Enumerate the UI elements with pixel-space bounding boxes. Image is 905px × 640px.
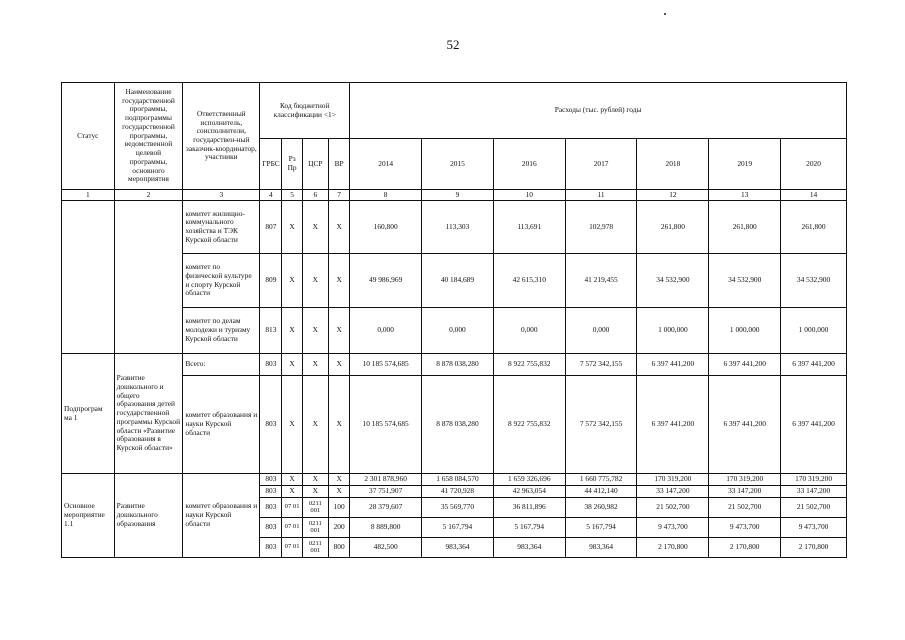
value-cell: 42 615,310 <box>493 254 565 308</box>
value-cell: 170 319,200 <box>781 474 847 486</box>
value-cell: 983,364 <box>565 538 637 558</box>
csr-cell: Х <box>302 254 328 308</box>
executor-cell: комитет жилищно-коммунального хозяйства и ТЭК Курской области <box>183 201 260 254</box>
value-cell: 482,500 <box>350 538 422 558</box>
value-cell: 21 502,700 <box>781 498 847 518</box>
value-cell: 10 185 574,685 <box>350 376 422 474</box>
vr-cell: Х <box>329 474 350 486</box>
header-year: 2017 <box>565 139 637 190</box>
value-cell: 33 147,200 <box>709 486 781 498</box>
col-number: 7 <box>329 190 350 201</box>
value-cell: 9 473,700 <box>781 518 847 538</box>
col-number: 3 <box>183 190 260 201</box>
value-cell: 1 659 326,696 <box>493 474 565 486</box>
table-row <box>62 201 847 254</box>
grbs-cell: 803 <box>260 518 282 538</box>
rzpr-cell: Х <box>282 376 302 474</box>
value-cell: 2 170,800 <box>637 538 709 558</box>
csr-cell: 0211 001 <box>302 518 328 538</box>
rzpr-cell: 07 01 <box>282 538 302 558</box>
value-cell: 8 878 038,280 <box>422 376 494 474</box>
value-cell: 8 878 038,280 <box>422 354 494 376</box>
value-cell: 6 397 441,200 <box>781 354 847 376</box>
vr-cell: 200 <box>329 518 350 538</box>
csr-cell: Х <box>302 486 328 498</box>
col-number: 11 <box>565 190 637 201</box>
csr-cell: Х <box>302 474 328 486</box>
value-cell: 9 473,700 <box>709 518 781 538</box>
value-cell: 35 569,770 <box>422 498 494 518</box>
value-cell: 113,691 <box>493 201 565 254</box>
vr-cell: Х <box>329 201 350 254</box>
value-cell: 983,364 <box>493 538 565 558</box>
page-number: 52 <box>446 37 460 52</box>
subprogram-status: Подпрограм ма 1 <box>62 354 115 474</box>
value-cell: 9 473,700 <box>637 518 709 538</box>
budget-table <box>61 82 847 558</box>
value-cell: 261,800 <box>709 201 781 254</box>
col-number: 14 <box>781 190 847 201</box>
header-year: 2015 <box>422 139 494 190</box>
grbs-cell: 803 <box>260 486 282 498</box>
value-cell: 1 000,000 <box>637 308 709 354</box>
value-cell: 8 922 755,832 <box>493 354 565 376</box>
col-number: 10 <box>493 190 565 201</box>
value-cell: 7 572 342,155 <box>565 376 637 474</box>
value-cell: 42 963,054 <box>493 486 565 498</box>
value-cell: 160,800 <box>350 201 422 254</box>
value-cell: 2 170,800 <box>781 538 847 558</box>
vr-cell: Х <box>329 254 350 308</box>
value-cell: 34 532,900 <box>709 254 781 308</box>
vr-cell: Х <box>329 354 350 376</box>
value-cell: 0,000 <box>493 308 565 354</box>
value-cell: 0,000 <box>565 308 637 354</box>
rzpr-cell: 07 01 <box>282 518 302 538</box>
csr-cell: Х <box>302 201 328 254</box>
value-cell: 1 000,000 <box>709 308 781 354</box>
header-year: 2019 <box>709 139 781 190</box>
rzpr-cell: Х <box>282 201 302 254</box>
value-cell: 38 260,982 <box>565 498 637 518</box>
grbs-cell: 803 <box>260 498 282 518</box>
value-cell: 5 167,794 <box>493 518 565 538</box>
value-cell: 0,000 <box>422 308 494 354</box>
column-number-row <box>62 190 847 201</box>
value-cell: 41 219,455 <box>565 254 637 308</box>
measure-executor: комитет образования и науки Курской области <box>183 474 260 558</box>
value-cell: 21 502,700 <box>637 498 709 518</box>
grbs-cell: 807 <box>260 201 282 254</box>
rzpr-cell: Х <box>282 486 302 498</box>
value-cell: 170 319,200 <box>637 474 709 486</box>
value-cell: 1 660 775,782 <box>565 474 637 486</box>
value-cell: 10 185 574,685 <box>350 354 422 376</box>
col-number: 8 <box>350 190 422 201</box>
header-code-vr: ВР <box>329 139 350 190</box>
value-cell: 170 319,200 <box>709 474 781 486</box>
rzpr-cell: Х <box>282 308 302 354</box>
value-cell: 34 532,900 <box>781 254 847 308</box>
table-row <box>62 474 847 486</box>
header-year: 2020 <box>781 139 847 190</box>
csr-cell: Х <box>302 308 328 354</box>
rzpr-cell: Х <box>282 474 302 486</box>
col-number: 4 <box>260 190 282 201</box>
value-cell: 41 720,928 <box>422 486 494 498</box>
scan-dot <box>664 13 666 15</box>
header-name: Наименование государственной программы, подпрограммы государственной программы, ведомственной целевой программы, основного мероприятия <box>114 83 183 190</box>
value-cell: 2 170,800 <box>709 538 781 558</box>
value-cell: 6 397 441,200 <box>709 376 781 474</box>
header-budget-code: Код бюджетной классификации <1> <box>260 83 350 139</box>
header-code-grbs: ГРБС <box>260 139 282 190</box>
vr-cell: 800 <box>329 538 350 558</box>
header-year: 2018 <box>637 139 709 190</box>
header-expenses: Расходы (тыс. рублей) годы <box>350 83 847 139</box>
header-code-csr: ЦСР <box>302 139 328 190</box>
grbs-cell: 803 <box>260 538 282 558</box>
subprogram-name: Развитие дошкольного и общего образования детей государственной программы Курской области «Развитие образования в Курской области» <box>114 354 183 474</box>
executor-cell: Всего: <box>183 354 260 376</box>
value-cell: 34 532,900 <box>637 254 709 308</box>
col-number: 1 <box>62 190 115 201</box>
col-number: 6 <box>302 190 328 201</box>
vr-cell: Х <box>329 308 350 354</box>
header-year: 2014 <box>350 139 422 190</box>
rzpr-cell: Х <box>282 354 302 376</box>
rzpr-cell: 07 01 <box>282 498 302 518</box>
col-number: 2 <box>114 190 183 201</box>
value-cell: 28 379,607 <box>350 498 422 518</box>
value-cell: 6 397 441,200 <box>709 354 781 376</box>
value-cell: 8 889,800 <box>350 518 422 538</box>
grbs-cell: 803 <box>260 354 282 376</box>
value-cell: 113,303 <box>422 201 494 254</box>
header-code-rzpr: Рз Пр <box>282 139 302 190</box>
executor-cell: комитет образования и науки Курской области <box>183 376 260 474</box>
grbs-cell: 803 <box>260 474 282 486</box>
value-cell: 44 412,140 <box>565 486 637 498</box>
value-cell: 7 572 342,155 <box>565 354 637 376</box>
grbs-cell: 813 <box>260 308 282 354</box>
value-cell: 983,364 <box>422 538 494 558</box>
header-status: Статус <box>62 83 115 190</box>
value-cell: 5 167,794 <box>565 518 637 538</box>
value-cell: 0,000 <box>350 308 422 354</box>
value-cell: 6 397 441,200 <box>781 376 847 474</box>
empty-name-cell <box>114 201 183 354</box>
value-cell: 1 000,000 <box>781 308 847 354</box>
rzpr-cell: Х <box>282 254 302 308</box>
value-cell: 6 397 441,200 <box>637 376 709 474</box>
value-cell: 5 167,794 <box>422 518 494 538</box>
value-cell: 261,800 <box>637 201 709 254</box>
value-cell: 49 986,969 <box>350 254 422 308</box>
col-number: 13 <box>709 190 781 201</box>
csr-cell: Х <box>302 354 328 376</box>
table-row <box>62 354 847 376</box>
csr-cell: 0211 001 <box>302 498 328 518</box>
value-cell: 261,800 <box>781 201 847 254</box>
value-cell: 102,978 <box>565 201 637 254</box>
vr-cell: 100 <box>329 498 350 518</box>
grbs-cell: 809 <box>260 254 282 308</box>
empty-status-cell <box>62 201 115 354</box>
value-cell: 8 922 755,832 <box>493 376 565 474</box>
value-cell: 6 397 441,200 <box>637 354 709 376</box>
measure-status: Основное мероприятие 1.1 <box>62 474 115 558</box>
value-cell: 37 751,907 <box>350 486 422 498</box>
value-cell: 36 811,896 <box>493 498 565 518</box>
value-cell: 21 502,700 <box>709 498 781 518</box>
grbs-cell: 803 <box>260 376 282 474</box>
measure-name: Развитие дошкольного образования <box>114 474 183 558</box>
header-executor: Ответственный исполнитель, соисполнители, государствен-ный заказчик-координатор, участники <box>183 83 260 190</box>
vr-cell: Х <box>329 376 350 474</box>
value-cell: 40 184,689 <box>422 254 494 308</box>
col-number: 9 <box>422 190 494 201</box>
executor-cell: комитет по делам молодежи и туризму Курской области <box>183 308 260 354</box>
value-cell: 33 147,200 <box>637 486 709 498</box>
value-cell: 2 301 878,960 <box>350 474 422 486</box>
col-number: 12 <box>637 190 709 201</box>
col-number: 5 <box>282 190 302 201</box>
csr-cell: 0211 001 <box>302 538 328 558</box>
csr-cell: Х <box>302 376 328 474</box>
executor-cell: комитет по физической культуре и спорту Курской области <box>183 254 260 308</box>
header-row <box>62 83 847 139</box>
header-year: 2016 <box>493 139 565 190</box>
value-cell: 1 658 084,570 <box>422 474 494 486</box>
value-cell: 33 147,200 <box>781 486 847 498</box>
vr-cell: Х <box>329 486 350 498</box>
